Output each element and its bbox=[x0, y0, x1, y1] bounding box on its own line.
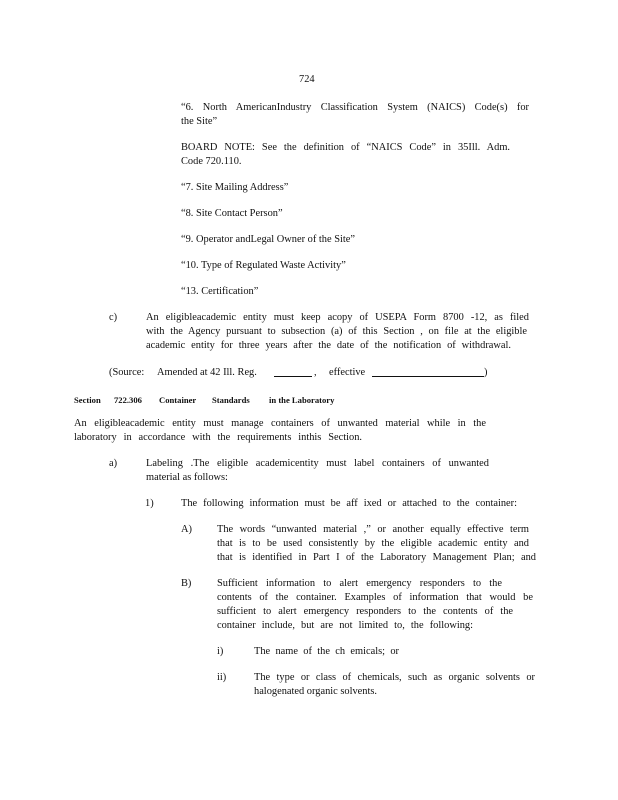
paragraph-ii-marker: ii) bbox=[217, 672, 227, 683]
subsection-c-line-2: with the Agency pursuant to subsection (a) of this Section , on file at the eligible bbox=[146, 326, 527, 337]
paragraph-A-line-2: that is to be used consistently by the eligible academic entity and bbox=[217, 538, 529, 549]
intro-line-1: An eligibleacademic entity must manage containers of unwanted material while in the bbox=[74, 418, 486, 429]
section-number: 722.306 bbox=[114, 395, 142, 405]
source-amended: Amended at 42 Ill. Reg. bbox=[157, 367, 257, 378]
item-7: “7. Site Mailing Address” bbox=[181, 182, 289, 193]
paragraph-1-marker: 1) bbox=[145, 498, 154, 509]
board-note-line-2: Code 720.110. bbox=[181, 156, 242, 167]
section-label: Section bbox=[74, 395, 101, 405]
intro-line-2: laboratory in accordance with the requirements inthis Section. bbox=[74, 432, 362, 443]
paragraph-A-line-1: The words “unwanted material ,” or another equally effective term bbox=[217, 524, 529, 535]
section-title-part-1: Container bbox=[159, 395, 197, 405]
effective-date-blank bbox=[372, 366, 484, 377]
paragraph-B-line-3: sufficient to alert emergency responders to the contents of the bbox=[217, 606, 513, 617]
source-close: ) bbox=[484, 367, 488, 378]
subsection-c-marker: c) bbox=[109, 312, 118, 323]
paragraph-B-line-1: Sufficient information to alert emergency responders to the bbox=[217, 578, 502, 589]
item-6-line-1: “6. North AmericanIndustry Classification System (NAICS) Code(s) for bbox=[181, 102, 529, 113]
paragraph-B-line-2: contents of the container. Examples of information that would be bbox=[217, 592, 533, 603]
board-note-line-1: BOARD NOTE: See the definition of “NAICS Code” in 35Ill. Adm. bbox=[181, 142, 510, 153]
subsection-c-line-3: academic entity for three years after the date of the notification of withdrawal. bbox=[146, 340, 511, 351]
paragraph-1-text: The following information must be aff ixed or attached to the container: bbox=[181, 498, 517, 509]
register-volume-blank bbox=[274, 366, 312, 377]
item-8: “8. Site Contact Person” bbox=[181, 208, 283, 219]
item-6-line-2: the Site” bbox=[181, 116, 218, 127]
page-number: 724 bbox=[299, 74, 315, 85]
section-title-part-3: in the Laboratory bbox=[269, 395, 335, 405]
paragraph-ii-line-2: halogenated organic solvents. bbox=[254, 686, 378, 697]
subsection-a-marker: a) bbox=[109, 458, 118, 469]
subsection-c-line-1: An eligibleacademic entity must keep acopy of USEPA Form 8700 -12, as filed bbox=[146, 312, 529, 323]
paragraph-A-line-3: that is identified in Part I of the Laboratory Management Plan; and bbox=[217, 552, 536, 563]
paragraph-i-marker: i) bbox=[217, 646, 224, 657]
paragraph-ii-line-1: The type or class of chemicals, such as organic solvents or bbox=[254, 672, 535, 683]
section-title-part-2: Standards bbox=[212, 395, 250, 405]
source-prefix: (Source: bbox=[109, 367, 145, 378]
source-effective: effective bbox=[329, 367, 366, 378]
subsection-a-line-2: material as follows: bbox=[146, 472, 228, 483]
paragraph-B-marker: B) bbox=[181, 578, 192, 589]
source-comma: , bbox=[314, 367, 317, 378]
subsection-a-line-1: Labeling .The eligible academicentity must label containers of unwanted bbox=[146, 458, 489, 469]
paragraph-i-text: The name of the ch emicals; or bbox=[254, 646, 399, 657]
paragraph-B-line-4: container include, but are not limited to, the following: bbox=[217, 620, 473, 631]
item-9: “9. Operator andLegal Owner of the Site” bbox=[181, 234, 355, 245]
item-10: “10. Type of Regulated Waste Activity” bbox=[181, 260, 346, 271]
paragraph-A-marker: A) bbox=[181, 524, 192, 535]
item-13: “13. Certification” bbox=[181, 286, 259, 297]
